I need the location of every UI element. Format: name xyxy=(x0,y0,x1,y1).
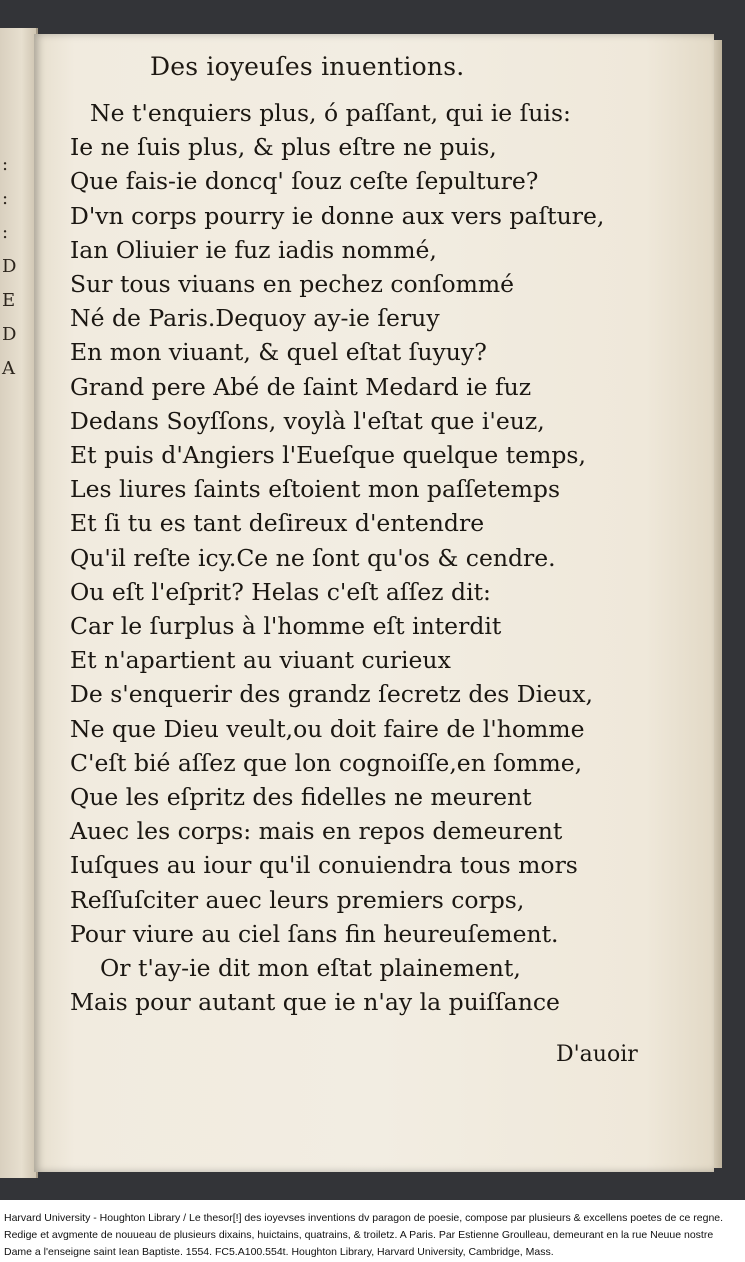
verse-line: Ne que Dieu veult,ou doit faire de l'homme xyxy=(70,714,585,743)
poem-verse xyxy=(70,96,604,1019)
verse-line: Ou eſt l'eſprit? Helas c'eſt aſſez dit: xyxy=(70,577,491,606)
verse-line: Ne t'enquiers plus, ó paſſant, qui ie ſuis: xyxy=(90,99,571,127)
verse-line: Or t'ay-ie dit mon eſtat plainement, xyxy=(100,954,521,983)
verse-line: Sur tous viuans en pechez conſommé xyxy=(70,270,515,299)
verse-line: Iuſques au iour qu'il conuiendra tous mors xyxy=(70,851,578,880)
verse-line: Mais pour autant que ie n'ay la puiſſance xyxy=(70,988,560,1017)
image-caption: Harvard University - Houghton Library / Le thesor[!] des ioyevses inventions dv paragon de poesie, compose par plusieurs & excellens poetes de ce regne. Redige et avgmente de nouueau de plusieurs dixains, huictains, quatrains, & troiletz. A Paris. Par Estienne Groulleau, demeurant en la rue Neuue nostre Dame a l'enseigne saint Iean Baptiste. 1554. FC5.A100.554t. Houghton Library, Harvard University, Cambridge, Mass. xyxy=(4,1212,724,1258)
verse-line: Ie ne ſuis plus, & plus eſtre ne puis, xyxy=(70,133,497,162)
verse-line: En mon viuant, & quel eſtat ſuyuy? xyxy=(70,338,487,367)
verse-line: Et puis d'Angiers l'Eueſque quelque temps, xyxy=(70,441,586,470)
verse-line: Les liures ſaints eſtoient mon paſſetemps xyxy=(70,475,561,504)
verse-line: C'eſt bié aſſez que lon cognoiſſe,en ſomme, xyxy=(70,748,583,777)
page-edge-stack xyxy=(714,40,722,1168)
verse-line: Auec les corps: mais en repos demeurent xyxy=(70,817,563,846)
running-title: Des ioyeuſes inuentions. xyxy=(150,52,465,81)
verse-line: Que les eſpritz des fidelles ne meurent xyxy=(70,783,532,812)
verse-line: Né de Paris.Dequoy ay-ie ſeruy xyxy=(70,304,440,333)
verse-line: Reſſuſciter auec leurs premiers corps, xyxy=(70,885,525,914)
facing-page-edge xyxy=(0,28,38,1178)
catchword: D'auoir xyxy=(556,1042,638,1067)
verse-line: Dedans Soyſſons, voylà l'eſtat que i'euz, xyxy=(70,406,545,435)
verse-line: Car le ſurplus à l'homme eſt interdit xyxy=(70,612,502,641)
verse-line: Et ſi tu es tant deſireux d'entendre xyxy=(70,509,485,538)
verse-line: Pour viure au ciel ſans fin heureuſement. xyxy=(70,919,559,948)
verse-line: De s'enquerir des grandz ſecretz des Dieux, xyxy=(70,680,593,709)
verse-line: Et n'apartient au viuant curieux xyxy=(70,646,451,675)
verse-line: Ian Oliuier ie fuz iadis nommé, xyxy=(70,235,437,264)
verse-line: Grand pere Abé de ſaint Medard ie fuz xyxy=(70,372,532,401)
verse-line: Que fais-ie doncq' ſouz ceſte ſepulture? xyxy=(70,167,539,196)
verse-line: D'vn corps pourry ie donne aux vers paſture, xyxy=(70,201,605,230)
facing-page-text-fragments: : : : D E D A xyxy=(2,154,17,379)
verse-line: Qu'il reſte icy.Ce ne ſont qu'os & cendre. xyxy=(70,543,556,572)
